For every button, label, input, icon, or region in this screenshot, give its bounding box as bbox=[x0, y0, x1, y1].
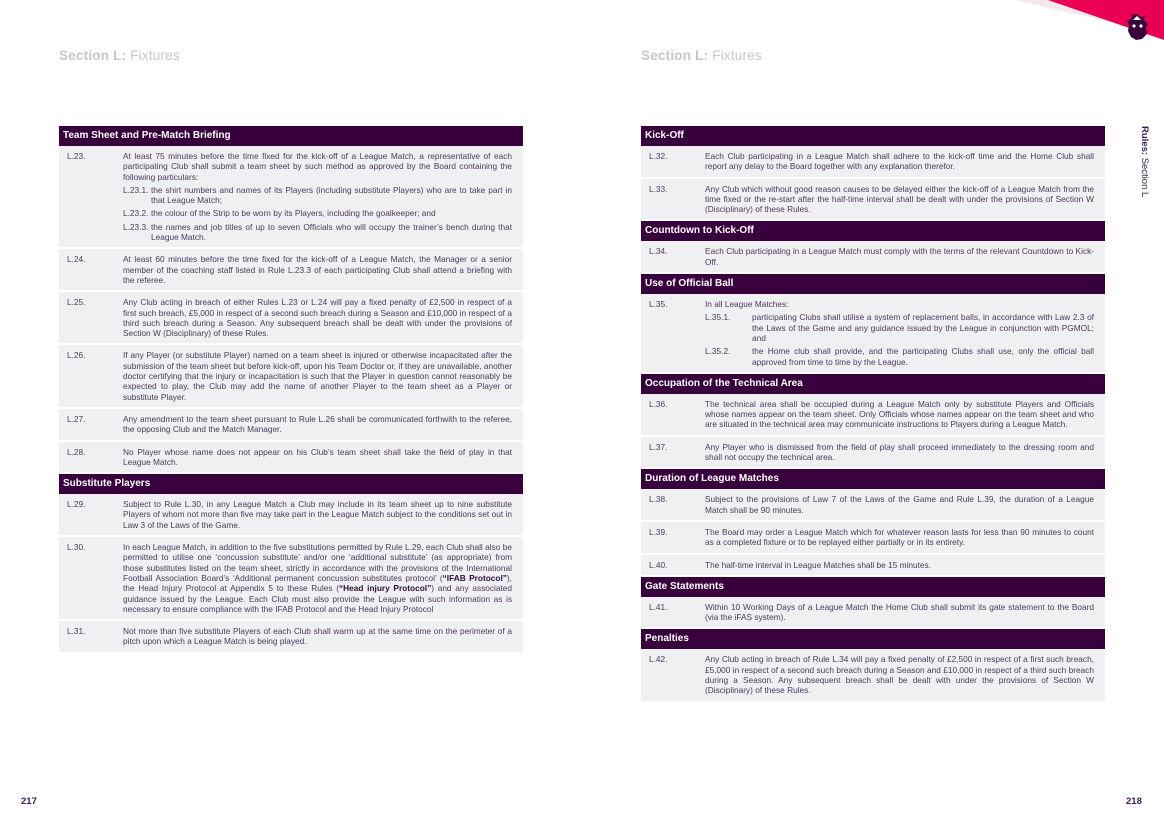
sub-rule-l35-2 bbox=[705, 346, 1094, 367]
section-heading-team-sheet: Team Sheet and Pre-Match Briefing bbox=[59, 126, 523, 146]
rule-text-part: ), the Head Injury Protocol at Appendix 5 to these Rules ( bbox=[123, 572, 512, 594]
rule-l35 bbox=[641, 294, 1105, 372]
section-heading-technical-area: Occupation of the Technical Area bbox=[641, 374, 1105, 394]
rule-number: L.28. bbox=[67, 446, 86, 457]
rule-text: The technical area shall be occupied during a League Match only by substitute Players and Officials whose names appear on the team sheet. Only Officials whose names appear on the team sheet and who are situated in the technical area may communicate instructions to Players during a League Match. bbox=[705, 398, 1094, 430]
rule-number: L.30. bbox=[67, 542, 86, 553]
section-heading-kick-off: Kick-Off bbox=[641, 126, 1105, 146]
rule-l36 bbox=[641, 394, 1105, 435]
rule-l31 bbox=[59, 621, 523, 652]
rule-number: L.40. bbox=[649, 559, 668, 570]
sub-rule-text: participating Clubs shall utilise a system of replacement balls, in accordance with Law 2.3 of the Laws of the Game and any guidance issued by the League in conjunction with PGMOL; and bbox=[752, 312, 1094, 343]
right-rules-column bbox=[641, 126, 1105, 701]
rule-text: Within 10 Working Days of a League Match the Home Club shall submit its gate statement to the Board (via the iFAS system). bbox=[705, 601, 1094, 623]
rule-number: L.32. bbox=[649, 151, 668, 161]
side-tab-text: Section L bbox=[1139, 157, 1150, 198]
rule-text: At least 75 minutes before the time fixed for the kick-off of a League Match, a representative of each participating Club shall submit a team sheet by such method as approved by the Board containing the following particulars: bbox=[123, 151, 512, 182]
section-heading-substitute-players: Substitute Players bbox=[59, 474, 523, 494]
league-lion-logo-icon bbox=[1124, 12, 1150, 42]
rule-text: The half-time interval in League Matches shall be 15 minutes. bbox=[705, 559, 931, 570]
rule-number: L.38. bbox=[649, 494, 668, 505]
section-heading-countdown: Countdown to Kick-Off bbox=[641, 221, 1105, 241]
rule-text: Any Club acting in breach of either Rules L.23 or L.24 will pay a fixed penalty of £2,500 in respect of a first such breach, £5,000 in respect of a second such breach during a Season and £10,000 in respect of a third such breach during a Season. Any subsequent breach shall be dealt with under the provisions of Section W (Disciplinary) of these Rules. bbox=[123, 297, 512, 339]
rule-l28 bbox=[59, 442, 523, 473]
rule-text: Any Club acting in breach of Rule L.34 will pay a fixed penalty of £2,500 in respect of a first such breach, £5,000 in respect of a second such breach during a Season and £10,000 in respect of a third such breach during a Season. Any subsequent breach shall be dealt with under the provisions of Section W (Disciplinary) of these Rules. bbox=[705, 654, 1094, 696]
section-heading-penalties: Penalties bbox=[641, 629, 1105, 649]
rule-text: No Player whose name does not appear on his Club’s team sheet shall take the field of play in that League Match. bbox=[123, 446, 512, 467]
rule-l23 bbox=[59, 146, 523, 247]
sub-rule-l23-1 bbox=[123, 185, 512, 206]
rule-body bbox=[123, 151, 512, 242]
sub-rule-text: the names and job titles of up to seven Officials who will occupy the trainer’s bench during that League Match. bbox=[151, 221, 512, 243]
section-name: Fixtures bbox=[130, 48, 180, 63]
section-title-right bbox=[641, 48, 762, 63]
rule-number: L.25. bbox=[67, 297, 86, 308]
sub-rule-text: the Home club shall provide, and the participating Clubs shall use, only the official ball approved from time to time by the League. bbox=[752, 346, 1094, 367]
sub-rule-number: L.23.3. bbox=[123, 221, 149, 232]
sub-rule-l35-1 bbox=[705, 312, 1094, 343]
rule-l27 bbox=[59, 409, 523, 440]
sub-rule-l23-3 bbox=[123, 222, 512, 243]
rule-text: In all League Matches: bbox=[705, 299, 789, 310]
rule-text: Subject to Rule L.30, in any League Match a Club may include in its team sheet up to nine substitute Players of whom not more than five may take part in the League Match subject to the conditions set out in Law 3 of the Laws of the Game. bbox=[123, 499, 512, 530]
rule-l42 bbox=[641, 649, 1105, 700]
rule-l38 bbox=[641, 489, 1105, 520]
rule-text-part: ) and any associated guidance issued by the League. Each Club must also provide the League with such information as is necessary to ensure compliance with the IFAB Protocol and the Head Injury Protocol bbox=[123, 583, 512, 614]
section-name: Fixtures bbox=[712, 48, 762, 63]
page-number-right: 218 bbox=[1126, 796, 1142, 807]
rule-number: L.29. bbox=[67, 499, 86, 510]
sub-rule-text: the colour of the Strip to be worn by its Players, including the goalkeeper; and bbox=[151, 208, 436, 219]
rule-number: L.36. bbox=[649, 398, 668, 409]
section-heading-gate-statements: Gate Statements bbox=[641, 577, 1105, 597]
rule-l29 bbox=[59, 494, 523, 535]
rule-number: L.27. bbox=[67, 413, 86, 424]
rule-body bbox=[705, 299, 1094, 367]
sub-rule-number: L.23.2. bbox=[123, 208, 149, 219]
rule-l39 bbox=[641, 522, 1105, 553]
side-tab-rules bbox=[1139, 126, 1150, 197]
rule-number: L.37. bbox=[649, 441, 668, 452]
rule-number: L.39. bbox=[649, 526, 668, 537]
rule-number: L.34. bbox=[649, 246, 668, 257]
rule-text-part: In each League Match, in addition to the five substitutions permitted by Rule L.29, each Club shall also be permitted to utilise one ‘concussion substitute’ and/or one ‘additional substitute’ (as appropriate) from those substitutes listed on the team sheet, strictly in accordance with the provisions of the International Football Association Board’s ‘Additional permanent concussion substitutes protocol’ ( bbox=[123, 542, 512, 583]
rule-l41 bbox=[641, 597, 1105, 628]
rule-text: The Board may order a League Match which for whatever reason lasts for less than 90 minutes to count as a completed fixture or to be replayed either partially or in its entirety. bbox=[705, 526, 1094, 548]
defined-term: “IFAB Protocol” bbox=[442, 572, 507, 583]
section-heading-duration: Duration of League Matches bbox=[641, 469, 1105, 489]
rule-number: L.31. bbox=[67, 626, 86, 637]
rule-l33 bbox=[641, 179, 1105, 220]
section-heading-official-ball: Use of Official Ball bbox=[641, 274, 1105, 294]
side-tab-bold: Rules: bbox=[1139, 126, 1150, 156]
rule-l34 bbox=[641, 241, 1105, 272]
rule-l37 bbox=[641, 437, 1105, 468]
rule-number: L.26. bbox=[67, 350, 86, 361]
rule-text: Not more than five substitute Players of each Club shall warm up at the same time on the perimeter of a pitch upon which a League Match is being played. bbox=[123, 626, 512, 647]
rule-text: Any amendment to the team sheet pursuant to Rule L.26 shall be communicated forthwith to the referee, the opposing Club and the Match Manager. bbox=[123, 413, 512, 435]
rule-number: L.42. bbox=[649, 654, 668, 665]
sub-rule-number: L.35.1. bbox=[705, 312, 731, 323]
section-title-left bbox=[59, 48, 180, 63]
rule-l24 bbox=[59, 249, 523, 290]
section-label: Section L: bbox=[641, 48, 709, 63]
left-rules-column bbox=[59, 126, 523, 652]
sub-rule-l23-2 bbox=[123, 208, 512, 218]
rule-text: Any Club which without good reason causes to be delayed either the kick-off of a League Match from the time fixed or the re-start after the half-time interval shall be dealt with under the provisions of Section W (Disciplinary) of these Rules. bbox=[705, 183, 1094, 215]
page-number-left: 217 bbox=[21, 796, 37, 807]
rule-text: Any Player who is dismissed from the field of play shall proceed immediately to the dressing room and shall not occupy the technical area. bbox=[705, 441, 1094, 463]
rule-l26 bbox=[59, 345, 523, 406]
rule-number: L.35. bbox=[649, 299, 668, 310]
rule-l40 bbox=[641, 555, 1105, 575]
defined-term: “Head injury Protocol” bbox=[339, 583, 432, 594]
rule-number: L.41. bbox=[649, 601, 668, 612]
sub-rule-text: the shirt numbers and names of its Players (including substitute Players) who are to take part in that League Match; bbox=[151, 184, 512, 206]
sub-rule-number: L.23.1. bbox=[123, 184, 149, 195]
sub-rule-number: L.35.2. bbox=[705, 346, 731, 357]
rule-text: Each Club participating in a League Match must comply with the terms of the relevant Countdown to Kick-Off. bbox=[705, 246, 1094, 267]
rule-l25 bbox=[59, 292, 523, 343]
rule-text: If any Player (or substitute Player) named on a team sheet is injured or otherwise incapacitated after the submission of the team sheet but before kick-off, upon his Team Doctor or, if they are unavailable, another doctor certifying that the injury or incapacitation is such that the Player in question cannot reasonably be expected to play, the Club may add the name of another Player to the team sheet as a Player or substitute Player. bbox=[123, 350, 512, 402]
rule-text: Subject to the provisions of Law 7 of the Laws of the Game and Rule L.39, the duration of a League Match shall be 90 minutes. bbox=[705, 494, 1094, 515]
section-label: Section L: bbox=[59, 48, 127, 63]
rule-text: Each Club participating in a League Match shall adhere to the kick-off time and the Home Club shall report any delay to the Board together with any explanation therefor. bbox=[705, 151, 1094, 172]
rule-number: L.23. bbox=[67, 151, 86, 161]
rule-l32 bbox=[641, 146, 1105, 177]
rule-l30 bbox=[59, 537, 523, 619]
rule-number: L.24. bbox=[67, 254, 86, 265]
rule-text bbox=[123, 542, 512, 614]
rule-number: L.33. bbox=[649, 183, 668, 194]
rule-text: At least 60 minutes before the time fixed for the kick-off of a League Match, the Manager or a senior member of the coaching staff listed in Rule L.23.3 of each participating Club shall attend a briefing with the referee. bbox=[123, 254, 512, 285]
